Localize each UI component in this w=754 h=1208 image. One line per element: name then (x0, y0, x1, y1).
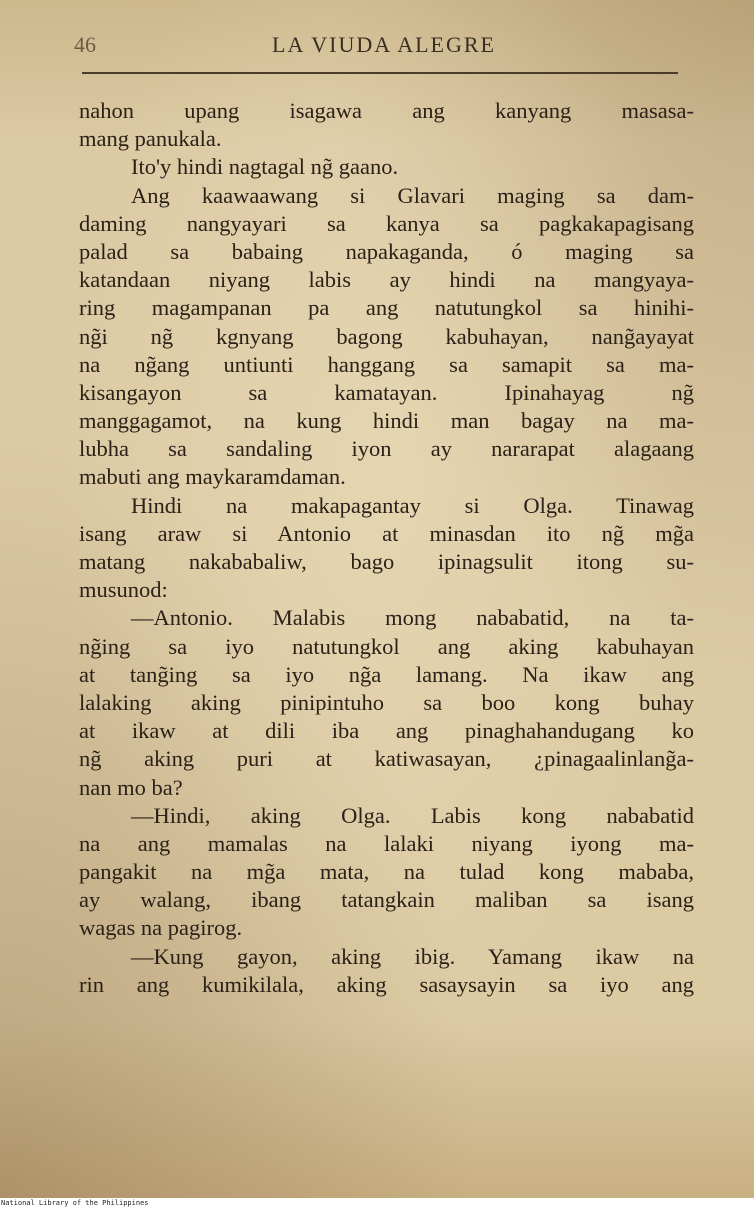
text-line: daming nangyayari sa kanya sa pagkakapagisang (79, 210, 694, 236)
text-line: ng̃ aking puri at katiwasayan, ¿pinagaalinlang̃a- (79, 746, 694, 772)
text-line: rin ang kumikilala, aking sasaysayin sa iyo ang (79, 971, 694, 997)
text-line: matang nakababaliw, bago ipinagsulit itong su- (79, 549, 694, 574)
text-line: —Kung gayon, aking ibig. Yamang ikaw na (131, 943, 694, 969)
text-line: wagas na pagirog. (79, 915, 243, 941)
text-line: na ng̃ang untiunti hanggang sa samapit sa ma- (79, 351, 694, 377)
text-line: katandaan niyang labis ay hindi na mangyaya- (79, 267, 694, 293)
text-line: at tang̃ing sa iyo ng̃a lamang. Na ikaw ang (79, 661, 694, 687)
text-line: kisangayon sa kamatayan. Ipinahayag ng̃ (79, 379, 694, 405)
text-line: manggagamot, na kung hindi man bagay na ma- (79, 408, 694, 434)
header-rule (82, 72, 678, 74)
text-line: nahon upang isagawa ang kanyang masasa- (79, 98, 694, 123)
running-title: LA VIUDA ALEGRE (272, 32, 496, 57)
text-line: —Antonio. Malabis mong nababatid, na ta- (131, 605, 694, 631)
text-line: ng̃ing sa iyo natutungkol ang aking kabuhayan (79, 633, 694, 659)
text-line: at ikaw at dili iba ang pinaghahandugang ko (79, 718, 694, 744)
text-line: ng̃i ng̃ kgnyang bagong kabuhayan, nang̃ayayat (79, 323, 694, 349)
page-number: 46 (74, 32, 96, 57)
text-line: —Hindi, aking Olga. Labis kong nababatid (131, 802, 694, 828)
text-line: musunod: (79, 577, 168, 603)
text-line: lubha sa sandaling iyon ay nararapat alagaang (79, 436, 694, 462)
text-line: Ang kaawaawang si Glavari maging sa dam- (131, 182, 694, 208)
text-line: ring magampanan pa ang natutungkol sa hinihi- (79, 295, 694, 321)
text-line: Hindi na makapagantay si Olga. Tinawag (131, 492, 694, 518)
body-text (79, 97, 694, 999)
text-line: lalaking aking pinipintuho sa boo kong buhay (79, 689, 694, 715)
text-line: mang panukala. (79, 126, 222, 152)
page-header (74, 30, 694, 64)
text-line: palad sa babaing napakaganda, ó maging sa (79, 238, 694, 264)
text-line: ay walang, ibang tatangkain maliban sa isang (79, 887, 694, 913)
text-line: isang araw si Antonio at minasdan ito ng̃ mg̃a (79, 520, 694, 546)
library-credit: National Library of the Philippines (1, 1199, 149, 1207)
text-line: Ito'y hindi nagtagal ng̃ gaano. (131, 154, 399, 180)
text-line: mabuti ang maykaramdaman. (79, 464, 346, 490)
text-line: na ang mamalas na lalaki niyang iyong ma- (79, 830, 694, 856)
text-line: nan mo ba? (79, 774, 183, 800)
text-line: pangakit na mg̃a mata, na tulad kong mababa, (79, 859, 694, 885)
